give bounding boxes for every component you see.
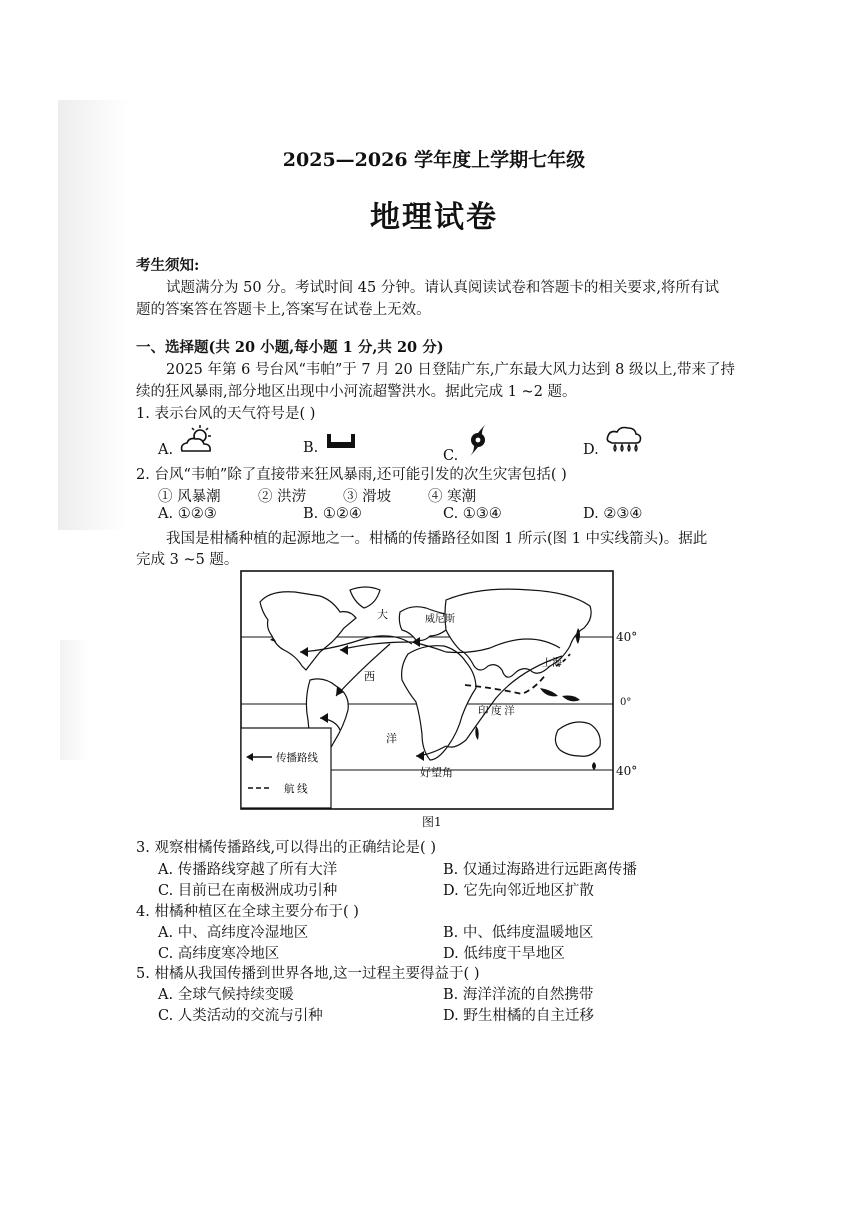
q2-item: ② 洪涝	[258, 489, 307, 505]
notice-heading: 考生须知:	[136, 257, 200, 274]
q2-option-d: D. ②③④	[583, 506, 643, 522]
latitude-label-equator: 0°	[620, 697, 632, 708]
typhoon-icon	[463, 420, 493, 464]
q5-option-c: C. 人类活动的交流与引种	[158, 1008, 323, 1024]
sandstorm-icon	[323, 430, 359, 456]
rain-cloud-icon	[604, 424, 644, 458]
passage-line: 完成 3 ~5 题。	[136, 552, 239, 568]
map-label-venice: 威尼斯	[425, 614, 455, 625]
q2-item: ④ 寒潮	[428, 489, 477, 505]
q1-option-d	[583, 424, 644, 458]
section-heading: 一、选择题(共 20 小题,每小题 1 分,共 20 分)	[136, 339, 444, 356]
latitude-label-40n: 40°	[616, 630, 638, 644]
notice-line: 试题满分为 50 分。考试时间 45 分钟。请认真阅读试卷和答题卡的相关要求,将所有试	[166, 280, 719, 296]
exam-title: 地理试卷	[370, 200, 498, 235]
q2-item: ① 风暴潮	[158, 489, 221, 505]
legend-route-label: 传播路线	[276, 753, 318, 764]
scan-shadow	[60, 640, 90, 760]
notice-line: 题的答案答在答题卡上,答案写在试卷上无效。	[136, 302, 431, 318]
q4-option-a: A. 中、高纬度冷湿地区	[158, 925, 309, 941]
q2-option-c: C. ①③④	[443, 506, 502, 522]
q4-option-d: D. 低纬度干旱地区	[443, 946, 565, 962]
citrus-route-map	[240, 570, 614, 810]
question-stem: 3. 观察柑橘传播路线,可以得出的正确结论是( )	[136, 840, 436, 856]
question-stem: 4. 柑橘种植区在全球主要分布于( )	[136, 904, 359, 920]
q5-option-d: D. 野生柑橘的自主迁移	[443, 1008, 594, 1024]
map-label-yang: 洋	[386, 733, 397, 745]
passage-line: 续的狂风暴雨,部分地区出现中小河流超警洪水。据此完成 1 ~2 题。	[136, 384, 577, 400]
passage-line: 2025 年第 6 号台风“韦帕”于 7 月 20 日登陆广东,广东最大风力达到 8 级以上,带来了持	[166, 362, 736, 378]
map-label-da: 大	[377, 609, 388, 621]
option-letter: D.	[583, 442, 599, 458]
q3-option-a: A. 传播路线穿越了所有大洋	[158, 862, 338, 878]
q5-option-a: A. 全球气候持续变暖	[158, 987, 294, 1003]
option-letter: A.	[158, 442, 174, 458]
question-stem: 1. 表示台风的天气符号是( )	[136, 406, 316, 422]
legend-shipping-label: 航 线	[284, 784, 308, 795]
question-stem: 5. 柑橘从我国传播到世界各地,这一过程主要得益于( )	[136, 966, 480, 982]
figure-caption: 图1	[422, 815, 442, 829]
q2-option-a: A. ①②③	[158, 506, 217, 522]
q1-option-a	[158, 424, 218, 458]
question-stem: 2. 台风“韦帕”除了直接带来狂风暴雨,还可能引发的次生灾害包括( )	[136, 467, 567, 483]
q1-option-b	[303, 430, 359, 456]
exam-year-heading: 2025—2026 学年度上学期七年级	[282, 149, 586, 171]
map-label-cape-of-good-hope: 好望角	[420, 767, 453, 779]
q1-option-c	[443, 420, 493, 464]
map-label-shanghai: 上海	[542, 658, 562, 669]
option-letter: B.	[303, 440, 319, 456]
q4-option-b: B. 中、低纬度温暖地区	[443, 925, 594, 941]
option-letter: C.	[443, 448, 459, 464]
q3-option-c: C. 目前已在南极洲成功引种	[158, 883, 338, 899]
map-label-xi: 西	[364, 671, 375, 683]
q2-option-b: B. ①②④	[303, 506, 362, 522]
latitude-label-40s: 40°	[616, 764, 638, 778]
q3-option-d: D. 它先向邻近地区扩散	[443, 883, 594, 899]
q4-option-c: C. 高纬度寒冷地区	[158, 946, 280, 962]
q2-item: ③ 滑坡	[343, 489, 392, 505]
passage-line: 我国是柑橘种植的起源地之一。柑橘的传播路径如图 1 所示(图 1 中实线箭头)。据此	[166, 531, 708, 547]
map-label-indian-ocean: 印 度 洋	[478, 706, 515, 717]
q3-option-b: B. 仅通过海路进行远距离传播	[443, 862, 637, 878]
partly-cloudy-icon	[178, 424, 218, 458]
q5-option-b: B. 海洋洋流的自然携带	[443, 987, 594, 1003]
